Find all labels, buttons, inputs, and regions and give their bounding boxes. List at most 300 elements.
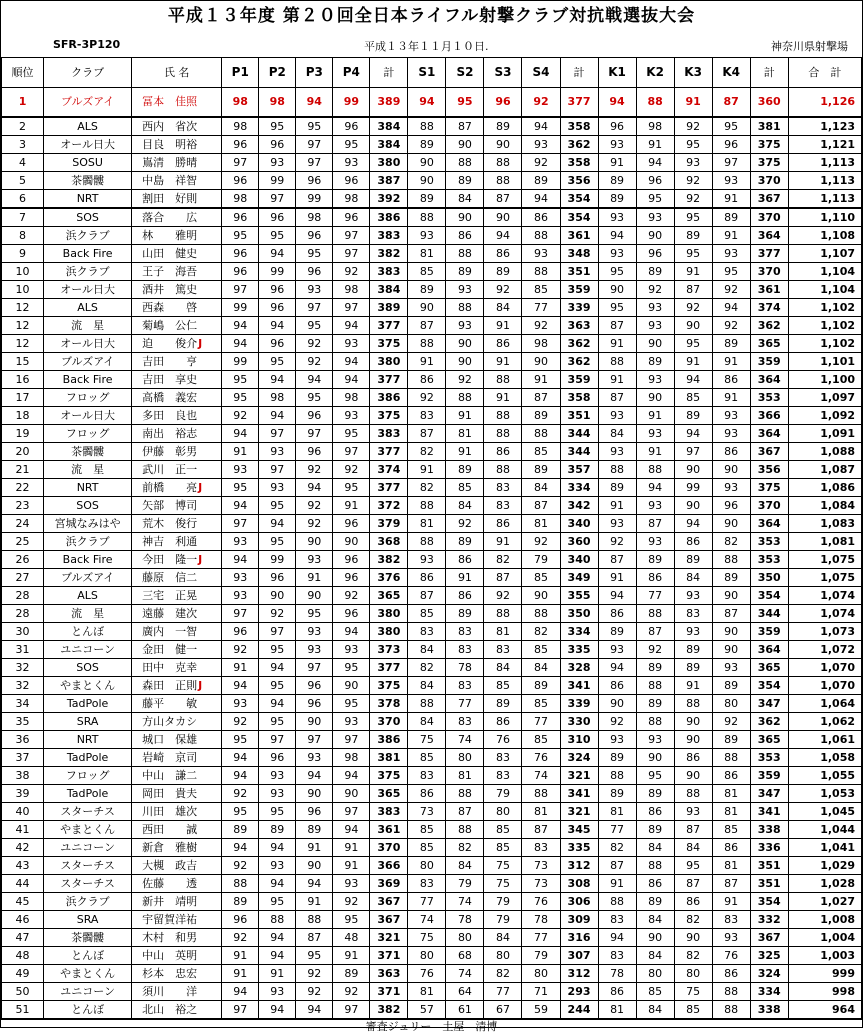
athlete-name: 木村 和男 [142, 931, 198, 944]
prone-score-cell: 94 [259, 695, 296, 713]
prone-score-cell: 91 [222, 659, 259, 677]
standing-sum-cell: 351 [560, 407, 598, 425]
athlete-name-cell [132, 136, 222, 154]
table-row [2, 461, 862, 479]
kneeling-sum-cell: 347 [750, 695, 788, 713]
prone-sum-cell: 382 [370, 1001, 408, 1019]
athlete-name-cell [132, 551, 222, 569]
athlete-name-cell [132, 605, 222, 623]
kneeling-score-cell: 87 [712, 88, 750, 118]
standing-score-cell: 78 [446, 659, 484, 677]
kneeling-score-cell: 94 [598, 88, 636, 118]
kneeling-score-cell: 87 [712, 605, 750, 623]
kneeling-score-cell: 90 [636, 389, 674, 407]
prone-score-cell: 96 [333, 605, 370, 623]
athlete-name: 西内 省次 [142, 120, 198, 133]
standing-score-cell: 83 [408, 875, 446, 893]
table-row [2, 117, 862, 136]
athlete-name-cell [132, 821, 222, 839]
event-info [1, 31, 862, 57]
athlete-name-cell [132, 641, 222, 659]
table-row [2, 425, 862, 443]
kneeling-score-cell: 90 [712, 587, 750, 605]
prone-sum-cell: 367 [370, 911, 408, 929]
results-body [2, 88, 862, 1019]
kneeling-score-cell: 87 [636, 515, 674, 533]
prone-score-cell: 96 [259, 749, 296, 767]
prone-score-cell: 95 [222, 389, 259, 407]
athlete-name: 神吉 利通 [142, 535, 198, 548]
total-score-cell: 1,102 [788, 299, 861, 317]
table-row [2, 659, 862, 677]
kneeling-score-cell: 80 [674, 965, 712, 983]
kneeling-score-cell: 81 [712, 857, 750, 875]
club-cell: オール日大 [44, 281, 132, 299]
standing-score-cell: 83 [446, 677, 484, 695]
total-score-cell: 1,104 [788, 281, 861, 299]
table-row [2, 893, 862, 911]
kneeling-score-cell: 93 [598, 731, 636, 749]
prone-score-cell: 93 [333, 335, 370, 353]
standing-sum-cell: 350 [560, 605, 598, 623]
kneeling-score-cell: 86 [712, 443, 750, 461]
standing-sum-cell: 351 [560, 263, 598, 281]
prone-sum-cell: 377 [370, 443, 408, 461]
prone-sum-cell: 375 [370, 335, 408, 353]
junior-mark: J [198, 337, 203, 350]
club-cell: とんぼ [44, 623, 132, 641]
standing-score-cell: 88 [446, 299, 484, 317]
standing-score-cell: 76 [408, 965, 446, 983]
prone-score-cell: 97 [296, 299, 333, 317]
kneeling-score-cell: 91 [712, 353, 750, 371]
standing-score-cell: 87 [522, 497, 560, 515]
kneeling-score-cell: 95 [674, 245, 712, 263]
kneeling-score-cell: 94 [636, 479, 674, 497]
athlete-name-cell [132, 353, 222, 371]
standing-sum-cell: 339 [560, 695, 598, 713]
athlete-name: 矢部 博司 [142, 499, 198, 512]
standing-score-cell: 67 [484, 1001, 522, 1019]
standing-score-cell: 81 [522, 515, 560, 533]
total-score-cell: 1,028 [788, 875, 861, 893]
club-cell: SOS [44, 208, 132, 227]
athlete-name-cell [132, 659, 222, 677]
standing-score-cell: 80 [484, 803, 522, 821]
standing-score-cell: 73 [408, 803, 446, 821]
kneeling-score-cell: 89 [674, 551, 712, 569]
club-cell: 流 星 [44, 317, 132, 335]
athlete-name: 佐藤 透 [142, 877, 198, 890]
kneeling-sum-cell: 370 [750, 497, 788, 515]
kneeling-score-cell: 82 [712, 533, 750, 551]
athlete-name-cell [132, 317, 222, 335]
prone-score-cell: 97 [259, 623, 296, 641]
prone-score-cell: 91 [222, 947, 259, 965]
prone-score-cell: 97 [296, 659, 333, 677]
header-k-sum: 計 [750, 58, 788, 88]
prone-score-cell: 96 [259, 281, 296, 299]
prone-score-cell: 94 [333, 767, 370, 785]
kneeling-score-cell: 89 [598, 749, 636, 767]
table-row [2, 569, 862, 587]
table-row [2, 695, 862, 713]
prone-sum-cell: 374 [370, 461, 408, 479]
prone-score-cell: 90 [333, 785, 370, 803]
total-score-cell: 1,008 [788, 911, 861, 929]
total-score-cell: 1,121 [788, 136, 861, 154]
kneeling-score-cell: 89 [712, 335, 750, 353]
club-cell: NRT [44, 479, 132, 497]
prone-score-cell: 93 [296, 551, 333, 569]
standing-score-cell: 87 [446, 803, 484, 821]
kneeling-sum-cell: 364 [750, 371, 788, 389]
header-s4: S4 [522, 58, 560, 88]
club-cell: SOS [44, 497, 132, 515]
kneeling-score-cell: 95 [598, 299, 636, 317]
prone-score-cell: 92 [296, 983, 333, 1001]
standing-sum-cell: 307 [560, 947, 598, 965]
standing-score-cell: 77 [522, 713, 560, 731]
table-row [2, 785, 862, 803]
standing-score-cell: 90 [484, 208, 522, 227]
standing-score-cell: 88 [522, 605, 560, 623]
athlete-name-cell [132, 335, 222, 353]
prone-score-cell: 94 [259, 1001, 296, 1019]
kneeling-score-cell: 81 [712, 803, 750, 821]
standing-sum-cell: 360 [560, 533, 598, 551]
club-cell: 茶髑髏 [44, 929, 132, 947]
rank-cell: 43 [2, 857, 44, 875]
standing-score-cell: 85 [484, 821, 522, 839]
standing-score-cell: 88 [446, 785, 484, 803]
prone-score-cell: 94 [259, 659, 296, 677]
prone-sum-cell: 372 [370, 497, 408, 515]
standing-score-cell: 90 [446, 353, 484, 371]
kneeling-score-cell: 88 [712, 749, 750, 767]
prone-score-cell: 95 [259, 641, 296, 659]
kneeling-sum-cell: 367 [750, 929, 788, 947]
rank-cell: 34 [2, 695, 44, 713]
standing-score-cell: 79 [522, 947, 560, 965]
prone-score-cell: 94 [222, 497, 259, 515]
standing-score-cell: 77 [522, 929, 560, 947]
total-score-cell: 1,123 [788, 117, 861, 136]
standing-score-cell: 94 [522, 190, 560, 209]
total-score-cell: 1,003 [788, 947, 861, 965]
table-row [2, 875, 862, 893]
rank-cell: 44 [2, 875, 44, 893]
standing-score-cell: 88 [484, 461, 522, 479]
standing-sum-cell: 339 [560, 299, 598, 317]
prone-sum-cell: 378 [370, 695, 408, 713]
rank-cell: 40 [2, 803, 44, 821]
table-row [2, 587, 862, 605]
kneeling-score-cell: 88 [598, 353, 636, 371]
standing-score-cell: 91 [522, 371, 560, 389]
table-row [2, 947, 862, 965]
prone-score-cell: 97 [222, 515, 259, 533]
prone-score-cell: 94 [333, 623, 370, 641]
athlete-name-cell [132, 407, 222, 425]
standing-score-cell: 91 [484, 353, 522, 371]
standing-score-cell: 90 [522, 587, 560, 605]
event-date: 平成１３年１１月１０日. [364, 40, 489, 53]
prone-sum-cell: 382 [370, 245, 408, 263]
kneeling-score-cell: 89 [636, 263, 674, 281]
kneeling-score-cell: 86 [712, 371, 750, 389]
kneeling-score-cell: 90 [598, 695, 636, 713]
prone-score-cell: 96 [259, 136, 296, 154]
kneeling-sum-cell: 361 [750, 281, 788, 299]
header-p1: P1 [222, 58, 259, 88]
kneeling-score-cell: 98 [636, 117, 674, 136]
kneeling-score-cell: 84 [636, 911, 674, 929]
prone-score-cell: 97 [222, 605, 259, 623]
kneeling-score-cell: 86 [712, 767, 750, 785]
standing-score-cell: 91 [484, 389, 522, 407]
prone-score-cell: 91 [222, 443, 259, 461]
standing-score-cell: 89 [522, 677, 560, 695]
total-score-cell: 1,104 [788, 263, 861, 281]
prone-score-cell: 94 [333, 371, 370, 389]
kneeling-score-cell: 75 [674, 983, 712, 1001]
prone-score-cell: 92 [222, 407, 259, 425]
athlete-name-cell [132, 695, 222, 713]
standing-score-cell: 85 [408, 821, 446, 839]
prone-score-cell: 89 [222, 821, 259, 839]
kneeling-score-cell: 89 [636, 785, 674, 803]
prone-sum-cell: 383 [370, 263, 408, 281]
kneeling-score-cell: 77 [598, 821, 636, 839]
prone-sum-cell: 383 [370, 227, 408, 245]
total-score-cell: 1,074 [788, 587, 861, 605]
kneeling-score-cell: 86 [598, 605, 636, 623]
athlete-name: 岡田 貴夫 [142, 787, 198, 800]
kneeling-sum-cell: 370 [750, 208, 788, 227]
prone-score-cell: 95 [296, 389, 333, 407]
rank-cell: 42 [2, 839, 44, 857]
rank-cell: 6 [2, 190, 44, 209]
standing-score-cell: 88 [484, 605, 522, 623]
kneeling-score-cell: 89 [598, 190, 636, 209]
standing-score-cell: 81 [408, 515, 446, 533]
athlete-name-cell [132, 893, 222, 911]
prone-score-cell: 99 [259, 263, 296, 281]
standing-score-cell: 92 [484, 587, 522, 605]
kneeling-score-cell: 91 [598, 497, 636, 515]
athlete-name-cell [132, 767, 222, 785]
prone-score-cell: 98 [296, 208, 333, 227]
prone-sum-cell: 386 [370, 389, 408, 407]
kneeling-sum-cell: 336 [750, 839, 788, 857]
prone-score-cell: 97 [333, 299, 370, 317]
total-score-cell: 1,055 [788, 767, 861, 785]
standing-score-cell: 88 [484, 172, 522, 190]
kneeling-score-cell: 95 [598, 263, 636, 281]
athlete-name-cell [132, 587, 222, 605]
kneeling-score-cell: 88 [674, 695, 712, 713]
table-row [2, 353, 862, 371]
prone-score-cell: 93 [296, 641, 333, 659]
standing-sum-cell: 356 [560, 172, 598, 190]
standing-score-cell: 57 [408, 1001, 446, 1019]
standing-score-cell: 89 [408, 281, 446, 299]
table-row [2, 317, 862, 335]
rank-cell: 10 [2, 263, 44, 281]
kneeling-score-cell: 94 [598, 227, 636, 245]
kneeling-score-cell: 87 [712, 875, 750, 893]
total-score-cell: 1,058 [788, 749, 861, 767]
kneeling-sum-cell: 334 [750, 983, 788, 1001]
standing-score-cell: 78 [446, 911, 484, 929]
kneeling-score-cell: 89 [636, 821, 674, 839]
prone-score-cell: 98 [259, 88, 296, 118]
rank-cell: 28 [2, 587, 44, 605]
standing-score-cell: 79 [446, 875, 484, 893]
standing-score-cell: 85 [408, 605, 446, 623]
prone-score-cell: 91 [259, 965, 296, 983]
standing-score-cell: 84 [446, 190, 484, 209]
athlete-name: 冨本 佳照 [142, 95, 198, 108]
standing-score-cell: 76 [522, 893, 560, 911]
kneeling-score-cell: 91 [636, 443, 674, 461]
prone-score-cell: 96 [333, 172, 370, 190]
prone-score-cell: 93 [222, 587, 259, 605]
table-row [2, 371, 862, 389]
rank-cell: 18 [2, 407, 44, 425]
standing-score-cell: 73 [522, 875, 560, 893]
standing-score-cell: 86 [408, 569, 446, 587]
kneeling-sum-cell: 362 [750, 317, 788, 335]
prone-score-cell: 93 [259, 154, 296, 172]
kneeling-score-cell: 86 [636, 569, 674, 587]
rank-cell: 49 [2, 965, 44, 983]
rank-cell: 30 [2, 623, 44, 641]
kneeling-sum-cell: 364 [750, 425, 788, 443]
club-cell: TadPole [44, 749, 132, 767]
athlete-name-cell [132, 929, 222, 947]
prone-score-cell: 94 [222, 677, 259, 695]
page-title: 平成１３年度 第２０回全日本ライフル射撃クラブ対抗戦選抜大会 [167, 6, 696, 26]
table-row [2, 839, 862, 857]
standing-score-cell: 93 [446, 317, 484, 335]
prone-score-cell: 95 [296, 605, 333, 623]
kneeling-score-cell: 91 [598, 371, 636, 389]
kneeling-sum-cell: 362 [750, 713, 788, 731]
club-cell: Back Fire [44, 245, 132, 263]
rank-cell: 5 [2, 172, 44, 190]
kneeling-score-cell: 83 [598, 947, 636, 965]
kneeling-sum-cell: 341 [750, 803, 788, 821]
total-score-cell: 1,107 [788, 245, 861, 263]
athlete-name: 割田 好則 [142, 192, 198, 205]
standing-score-cell: 83 [522, 839, 560, 857]
kneeling-score-cell: 93 [636, 208, 674, 227]
standing-sum-cell: 358 [560, 389, 598, 407]
standing-score-cell: 68 [446, 947, 484, 965]
prone-score-cell: 95 [259, 497, 296, 515]
athlete-name-cell [132, 281, 222, 299]
standing-score-cell: 86 [446, 587, 484, 605]
prone-score-cell: 94 [333, 821, 370, 839]
standing-score-cell: 88 [408, 497, 446, 515]
standing-sum-cell: 312 [560, 857, 598, 875]
total-score-cell: 964 [788, 1001, 861, 1019]
kneeling-score-cell: 93 [598, 641, 636, 659]
athlete-name: 新倉 雅樹 [142, 841, 198, 854]
standing-score-cell: 88 [446, 389, 484, 407]
standing-score-cell: 90 [408, 172, 446, 190]
kneeling-score-cell: 92 [636, 641, 674, 659]
header-s3: S3 [484, 58, 522, 88]
standing-score-cell: 80 [522, 965, 560, 983]
kneeling-score-cell: 87 [674, 875, 712, 893]
rank-cell: 17 [2, 389, 44, 407]
kneeling-sum-cell: 350 [750, 569, 788, 587]
athlete-name-cell [132, 443, 222, 461]
total-score-cell: 1,101 [788, 353, 861, 371]
prone-sum-cell: 380 [370, 353, 408, 371]
rank-cell: 12 [2, 299, 44, 317]
club-cell: NRT [44, 190, 132, 209]
kneeling-score-cell: 90 [712, 623, 750, 641]
standing-score-cell: 90 [408, 299, 446, 317]
standing-sum-cell: 293 [560, 983, 598, 1001]
prone-sum-cell: 381 [370, 749, 408, 767]
standing-score-cell: 89 [522, 407, 560, 425]
total-score-cell: 1,074 [788, 605, 861, 623]
prone-score-cell: 95 [222, 731, 259, 749]
header-k4: K4 [712, 58, 750, 88]
athlete-name: 林 雅明 [142, 229, 198, 242]
standing-score-cell: 80 [484, 947, 522, 965]
athlete-name: 高橋 義宏 [142, 391, 198, 404]
athlete-name-cell [132, 117, 222, 136]
athlete-name: 今田 隆一 [142, 553, 198, 566]
total-score-cell: 1,004 [788, 929, 861, 947]
club-cell: オール日大 [44, 407, 132, 425]
header-s2: S2 [446, 58, 484, 88]
prone-score-cell: 96 [333, 208, 370, 227]
standing-score-cell: 76 [522, 749, 560, 767]
prone-score-cell: 96 [222, 136, 259, 154]
athlete-name: 中山 英明 [142, 949, 198, 962]
kneeling-score-cell: 89 [712, 731, 750, 749]
club-cell: 茶髑髏 [44, 443, 132, 461]
kneeling-score-cell: 95 [636, 767, 674, 785]
rank-cell: 32 [2, 677, 44, 695]
kneeling-score-cell: 82 [674, 911, 712, 929]
prone-score-cell: 96 [296, 172, 333, 190]
kneeling-score-cell: 87 [674, 281, 712, 299]
prone-score-cell: 97 [259, 190, 296, 209]
standing-score-cell: 84 [408, 677, 446, 695]
kneeling-score-cell: 91 [598, 335, 636, 353]
standing-score-cell: 81 [446, 425, 484, 443]
athlete-name: 王子 海吾 [142, 265, 198, 278]
total-score-cell: 1,086 [788, 479, 861, 497]
standing-sum-cell: 334 [560, 479, 598, 497]
standing-sum-cell: 362 [560, 136, 598, 154]
rank-cell: 51 [2, 1001, 44, 1019]
rank-cell: 38 [2, 767, 44, 785]
club-cell: ユニコーン [44, 839, 132, 857]
standing-score-cell: 92 [408, 389, 446, 407]
athlete-name: 菊嶋 公仁 [142, 319, 198, 332]
table-row [2, 208, 862, 227]
prone-score-cell: 93 [333, 875, 370, 893]
